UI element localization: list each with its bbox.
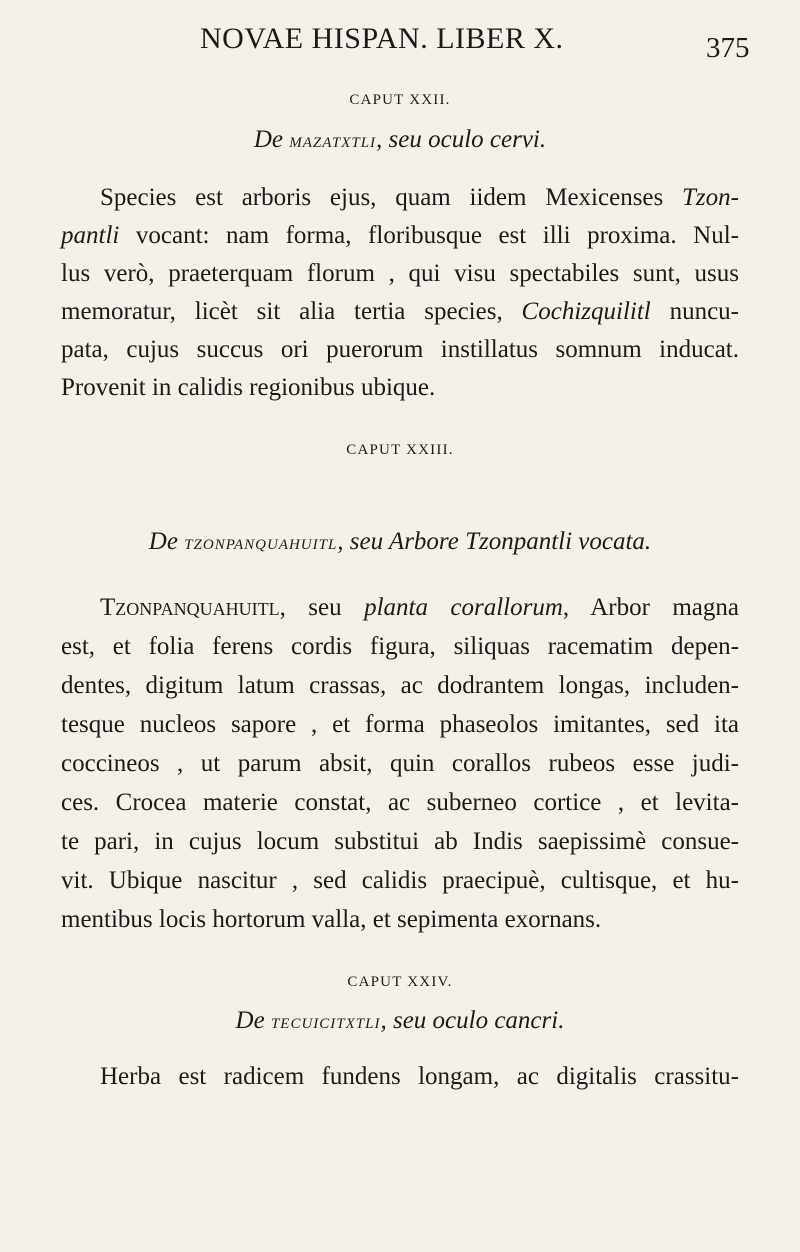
title-name: tzonpanquahuitl: [184, 530, 338, 554]
title-rest: , seu oculo cervi.: [376, 126, 547, 153]
title-rest: , seu Arbore Tzonpantli vocata.: [337, 528, 652, 555]
text-line: Herba est radicem fundens longam, ac digitalis crassitu-: [100, 1063, 739, 1090]
text-line: pantli vocant: nam forma, floribusque est illi proxima. Nul-: [61, 222, 739, 249]
text-line: pata, cujus succus ori puerorum instillatus somnum inducat.: [61, 336, 739, 363]
title-rest: , seu oculo cancri.: [380, 1007, 565, 1034]
text-line: te pari, in cujus locum substitui ab Indis saepissimè consue-: [61, 828, 739, 855]
text-line: mentibus locis hortorum valla, et sepimenta exornans.: [61, 906, 602, 933]
text-line: dentes, digitum latum crassas, ac dodrantem longas, includen-: [61, 672, 739, 699]
text-line: memoratur, licèt sit alia tertia species, Cochizquilitl nuncu-: [61, 298, 740, 325]
text-line: coccineos , ut parum absit, quin corallos rubeos esse judi-: [61, 750, 739, 777]
title-de: De: [253, 126, 283, 153]
text-line: Provenit in calidis regionibus ubique.: [61, 374, 436, 401]
text-line: Tzonpanquahuitl, seu planta corallorum, Arbor magna: [100, 594, 739, 621]
chapter-heading: CAPUT XXII.: [349, 92, 451, 108]
running-head: NOVAE HISPAN. LIBER X.: [200, 22, 564, 55]
page-number: 375: [706, 32, 750, 64]
chapter-heading: CAPUT XXIV.: [347, 974, 453, 990]
text-line: lus verò, praeterquam florum , qui visu spectabiles sunt, usus: [61, 260, 739, 287]
title-name: mazatxtli: [289, 128, 377, 152]
chapter-title: [0, 528, 800, 556]
text-line: est, et folia ferens cordis figura, siliquas racematim depen-: [61, 633, 739, 660]
text-line: Species est arboris ejus, quam iidem Mexicenses Tzon-: [100, 184, 739, 211]
text-line: tesque nucleos sapore , et forma phaseolos imitantes, sed ita: [61, 711, 739, 738]
text-line: vit. Ubique nascitur , sed calidis praecipuè, cultisque, et hu-: [61, 867, 739, 894]
title-de: De: [148, 528, 178, 555]
title-de: De: [235, 1007, 265, 1034]
text-line: ces. Crocea materie constat, ac suberneo cortice , et levita-: [61, 789, 739, 816]
title-name: tecuicitxtli: [270, 1009, 381, 1033]
chapter-title: [0, 126, 800, 154]
chapter-title: [0, 1007, 800, 1035]
chapter-heading: CAPUT XXIII.: [346, 442, 454, 458]
